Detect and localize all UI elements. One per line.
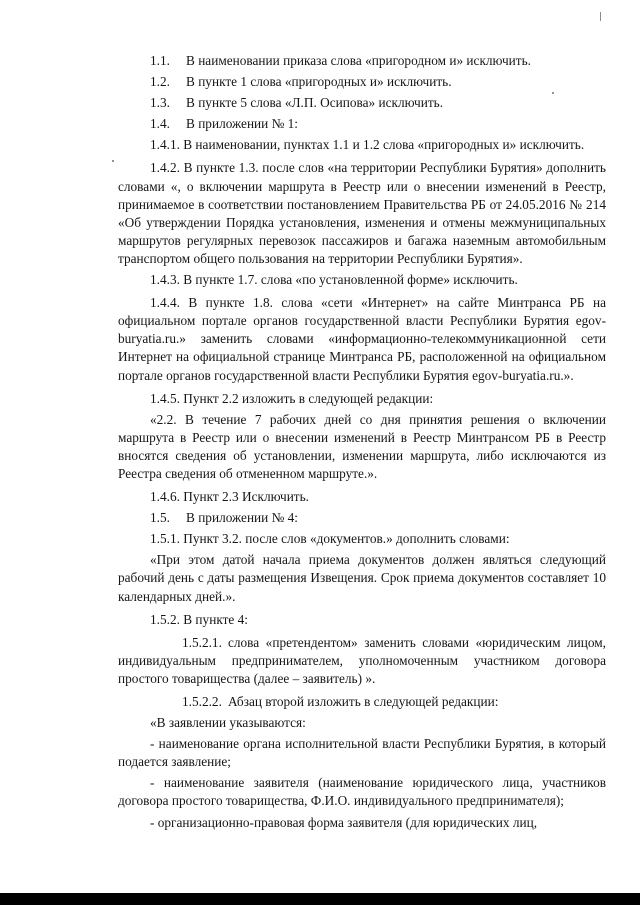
item-1-4-1: 1.4.1. В наименовании, пунктах 1.1 и 1.2 слова «пригородных и» исключить. [150, 137, 585, 153]
item-1-5-2: 1.5.2. В пункте 4: [150, 611, 248, 627]
item-1-5-2-2 [118, 693, 606, 711]
item-text: В пункте 5 слова «Л.П. Осипова» исключить. [186, 95, 444, 111]
item-1-4-3: 1.4.3. В пункте 1.7. слова «по установленной форме» исключить. [150, 272, 518, 288]
item-1-5-1: 1.5.1. Пункт 3.2. после слов «документов.» дополнить словами: [150, 531, 510, 547]
item-1-2 [118, 73, 606, 91]
scan-mark [552, 92, 554, 94]
item-number: 1.5.2.2. [182, 694, 222, 709]
item-1-4-5: 1.4.5. Пункт 2.2 изложить в следующей редакции: [150, 390, 434, 406]
scan-mark [600, 12, 601, 21]
item-number: 1.5.2.1. [182, 634, 222, 650]
bullet-zayavitel: - наименование заявителя (наименование юридического лица, участников договора простого товарищества, Ф.И.О. индивидуального предпринимателя); [118, 775, 606, 809]
item-1-4-2: 1.4.2. В пункте 1.3. после слов «на территории Республики Бурятия» дополнить словами «, о включении маршрута в Реестр или о внесении изменений в Реестр, принимаемое в соответствии постановлением Правительства РБ от 24.05.2016 № 214 «Об утверждении Порядка установления, изменения и отмены межмуниципальных маршрутов регулярных перевозок пассажиров и багажа наземным автомобильным транспортом общего пользования на территории Республики Бурятия». [118, 160, 606, 266]
bullet-organ: - наименование органа исполнительной власти Республики Бурятия, в который подается заявление; [118, 736, 606, 770]
quote-2-2: «2.2. В течение 7 рабочих дней со дня принятия решения о включении маршрута в Реестр или о внесении изменений в Реестр Минтрансом РБ в Реестр вносятся сведения об установлении, изменении маршрута, либо исключаются из Реестра сведения об отмененном маршруте.». [118, 411, 606, 481]
item-number: 1.5. [150, 510, 170, 526]
quote-3-2: «При этом датой начала приема документов должен являться следующий рабочий день с даты размещения Извещения. Срок приема документов составляет 10 календарных дней.». [118, 552, 606, 604]
document-body [118, 52, 606, 832]
item-text: В приложении № 4: [186, 510, 298, 526]
item-1-1 [118, 52, 606, 70]
item-text: В пункте 1 слова «пригородных и» исключить. [186, 74, 452, 90]
item-number: 1.1. [150, 53, 170, 68]
item-1-4-4: 1.4.4. В пункте 1.8. слова «сети «Интернет» на сайте Минтранса РБ на официальном портале органов государственной власти Республики Бурятия egov-buryatia.ru.» заменить словами «информационно-телекоммуникационной сети Интернет на официальной странице Минтранса РБ, расположенной на официальном портале органов государственной власти Республики Бурятия egov-buryatia.ru.». [118, 295, 606, 383]
quote-zayavlenie: «В заявлении указываются: [150, 715, 306, 731]
item-text: слова «претендентом» заменить словами «юридическим лицом, индивидуальным предпринимателем, уполномоченным участником договора простого товарищества (далее – заявитель) ». [118, 634, 606, 686]
item-1-5 [118, 509, 606, 527]
item-number: 1.4. [150, 116, 170, 132]
item-number: 1.3. [150, 95, 170, 111]
item-1-4 [118, 115, 606, 133]
item-text: В наименовании приказа слова «пригородном и» исключить. [186, 53, 531, 68]
scan-mark [112, 160, 114, 162]
item-text: Абзац второй изложить в следующей редакции: [228, 694, 499, 709]
item-number: 1.2. [150, 74, 170, 90]
item-1-3 [118, 94, 606, 112]
item-text: В приложении № 1: [186, 116, 298, 132]
item-1-5-2-1 [118, 634, 606, 688]
bullet-forma: - организационно-правовая форма заявителя (для юридических лиц, [150, 814, 538, 830]
item-1-4-6: 1.4.6. Пункт 2.3 Исключить. [150, 489, 310, 505]
scan-bottom-edge [0, 893, 640, 905]
